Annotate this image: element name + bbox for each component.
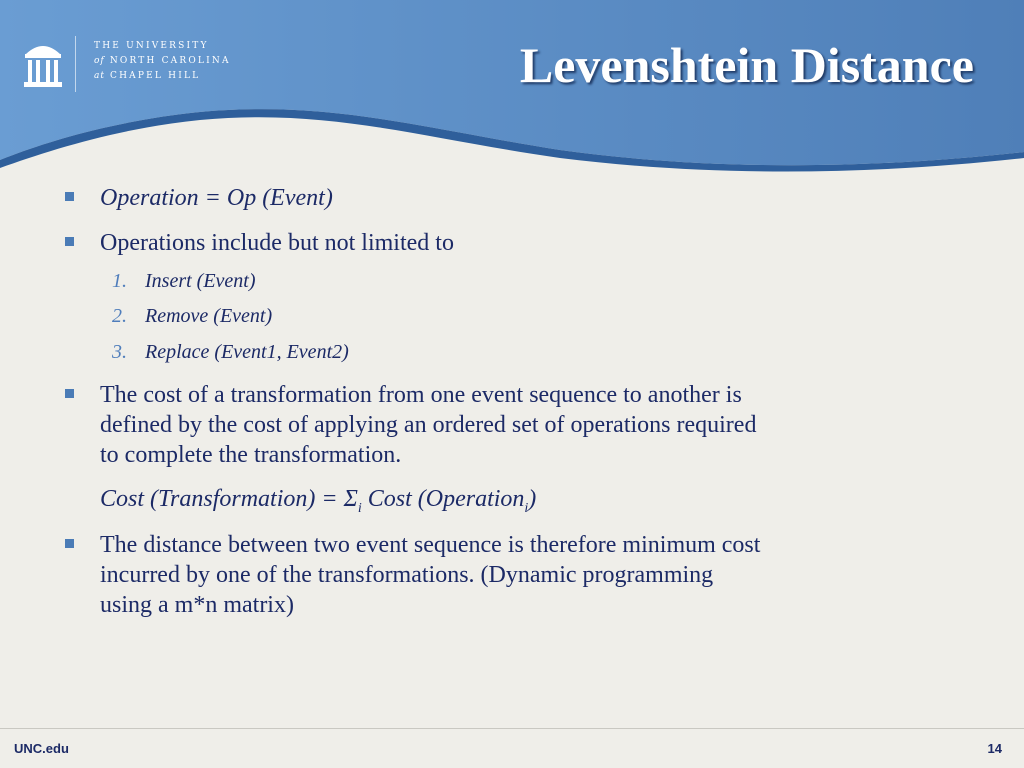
bullet-text-line1: The cost of a transformation from one event sequence to another is (100, 382, 742, 408)
university-logo[interactable] (22, 36, 242, 96)
logo-divider (75, 36, 76, 92)
slide-title: Levenshtein Distance (519, 37, 974, 93)
header-banner (0, 0, 1024, 175)
square-bullet-icon (65, 389, 74, 398)
old-well-icon (22, 38, 64, 92)
bullet-text: Operations include but not limited to (100, 230, 454, 256)
list-number: 1. (112, 270, 127, 292)
bullet-text-line2: incurred by one of the transformations. (Dynamic programming (100, 562, 714, 588)
square-bullet-icon (65, 237, 74, 246)
bullet-text-line3: to complete the transformation. (100, 442, 402, 468)
university-name-line3: at CHAPEL HILL (94, 71, 201, 81)
formula-text: Cost (Transformation) = $\Sigma_i$ Cost (Operation$_i$) (100, 486, 537, 516)
bullet-text-line3: using a m*n matrix) (100, 592, 294, 618)
slide-number: 14 (987, 741, 1002, 756)
list-number: 2. (112, 305, 127, 327)
list-text: Insert (Event) (145, 270, 256, 292)
bullet-text-line2: defined by the cost of applying an ordered set of operations required (100, 412, 757, 438)
list-text: Remove (Event) (145, 305, 273, 327)
footer-divider (0, 728, 1024, 729)
square-bullet-icon (65, 192, 74, 201)
list-number: 3. (112, 341, 127, 363)
bullet-text: Operation = Op (Event) (100, 185, 333, 211)
list-text: Replace (Event1, Event2) (145, 341, 349, 363)
university-name-line2: of NORTH CAROLINA (94, 56, 231, 66)
university-name-line1: THE UNIVERSITY (94, 41, 209, 51)
bullet-text-line1: The distance between two event sequence is therefore minimum cost (100, 532, 761, 558)
square-bullet-icon (65, 539, 74, 548)
footer-site-link[interactable]: UNC.edu (14, 741, 69, 756)
